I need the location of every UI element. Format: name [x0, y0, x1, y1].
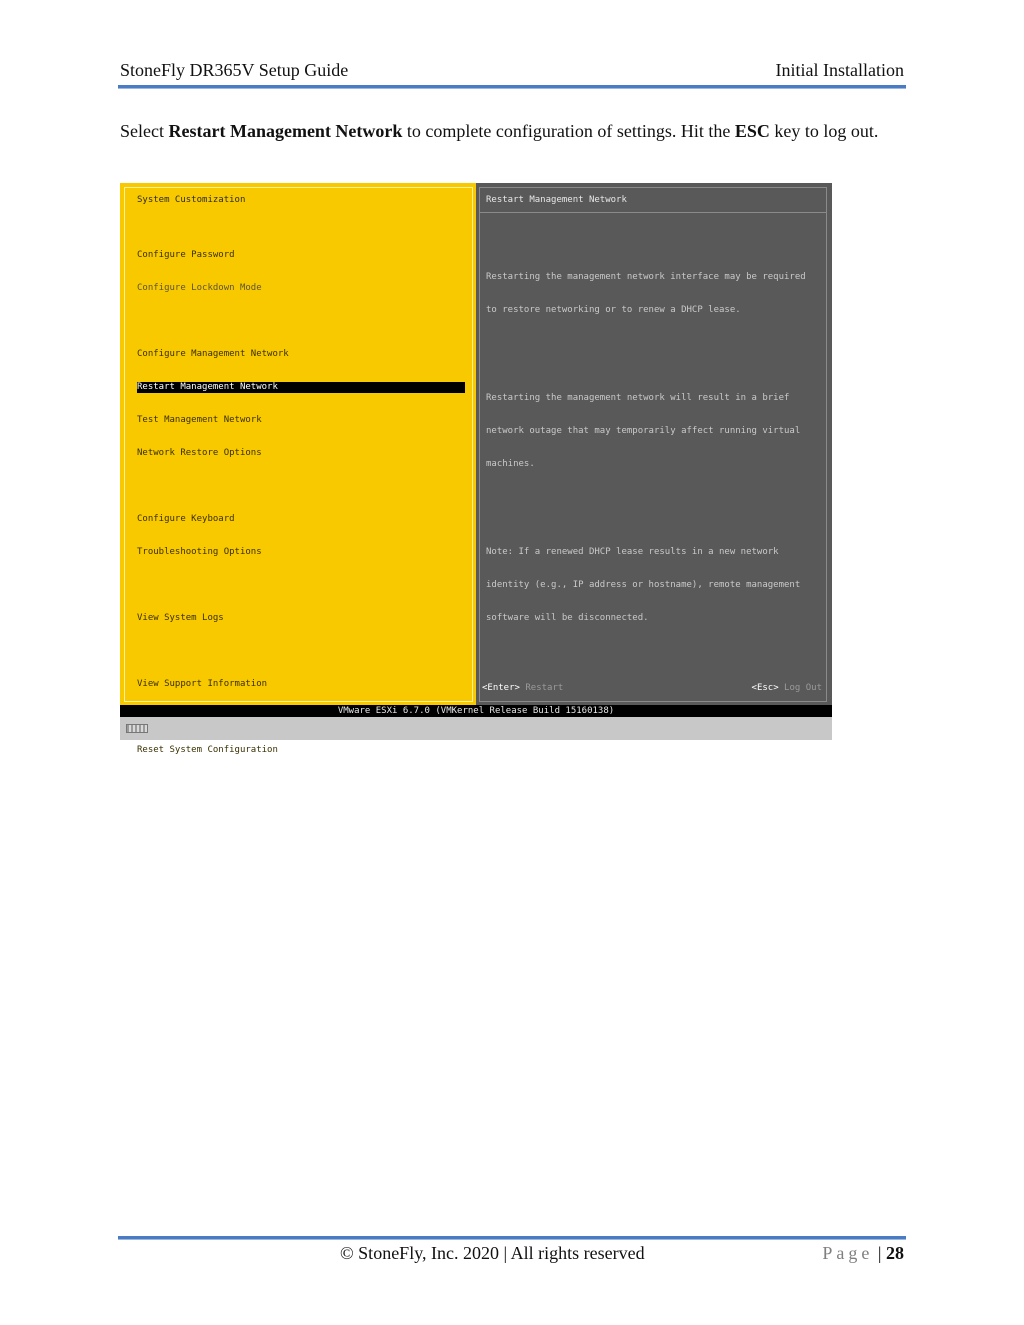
menu-item-restart-management-network[interactable]: Restart Management Network [137, 382, 465, 393]
intro-text-2: to complete configuration of settings. Hit the [402, 121, 735, 141]
dcui-left-title: System Customization [137, 195, 246, 205]
dcui-description [486, 228, 826, 679]
enter-restart-hint[interactable] [482, 683, 563, 694]
intro-text-1: Select [120, 121, 169, 141]
intro-bold-option: Restart Management Network [168, 121, 403, 141]
logout-action-label: Log Out [778, 683, 822, 693]
page-number: 28 [886, 1243, 904, 1263]
menu-item-configure-keyboard[interactable]: Configure Keyboard [137, 514, 235, 524]
menu-gap [137, 646, 465, 657]
esc-logout-hint[interactable] [752, 683, 822, 694]
page-separator: | [873, 1243, 886, 1263]
desc-line: Restarting the management network interface may be required [486, 272, 806, 282]
menu-gap [137, 481, 465, 492]
dcui-status-text: VMware ESXi 6.7.0 (VMKernel Release Build 15160138) [337, 706, 615, 716]
dcui-right-title-rule [479, 212, 827, 213]
menu-item-view-system-logs[interactable]: View System Logs [137, 613, 224, 623]
footer-copyright: © StoneFly, Inc. 2020 | All rights reserved [340, 1243, 645, 1263]
desc-line: machines. [486, 459, 535, 469]
keyboard-icon[interactable] [126, 724, 148, 733]
esc-key-label: <Esc> [751, 683, 779, 693]
footer-rule [118, 1236, 906, 1240]
dcui-screenshot [120, 183, 832, 755]
enter-key-label: <Enter> [482, 683, 520, 693]
menu-item-reset-system-configuration[interactable]: Reset System Configuration [137, 745, 278, 755]
console-toolbar [120, 717, 832, 740]
menu-item-test-management-network[interactable]: Test Management Network [137, 415, 262, 425]
menu-item-view-support-information[interactable]: View Support Information [137, 679, 268, 689]
page-header-right: Initial Installation [775, 60, 904, 80]
intro-paragraph [120, 118, 910, 145]
menu-item-network-restore-options[interactable]: Network Restore Options [137, 448, 262, 458]
page-header-left: StoneFly DR365V Setup Guide [120, 60, 349, 80]
menu-gap [137, 580, 465, 591]
desc-line: Note: If a renewed DHCP lease results in a new network [486, 547, 779, 557]
desc-line: network outage that may temporarily affect running virtual [486, 426, 801, 436]
desc-line: to restore networking or to renew a DHCP lease. [486, 305, 741, 315]
intro-bold-key: ESC [734, 121, 770, 141]
page-label: Page [822, 1243, 874, 1263]
desc-line: Restarting the management network will result in a brief [486, 393, 790, 403]
intro-text-3: key to log out. [769, 121, 879, 141]
desc-paragraph [486, 525, 826, 646]
header-rule [118, 85, 906, 89]
desc-paragraph [486, 250, 826, 338]
desc-paragraph [486, 371, 826, 492]
dcui-right-panel [476, 183, 832, 705]
menu-item-configure-management-network[interactable]: Configure Management Network [137, 349, 289, 359]
footer-page-info [822, 1243, 904, 1264]
menu-gap [137, 316, 465, 327]
menu-item-configure-lockdown[interactable]: Configure Lockdown Mode [137, 283, 262, 293]
restart-action-label: Restart [519, 683, 564, 693]
desc-line: software will be disconnected. [486, 613, 649, 623]
dcui-right-title: Restart Management Network [486, 195, 627, 205]
dcui-menu [137, 228, 465, 778]
menu-item-troubleshooting-options[interactable]: Troubleshooting Options [137, 547, 262, 557]
menu-item-configure-password[interactable]: Configure Password [137, 250, 235, 260]
dcui-status-bar [120, 705, 832, 717]
desc-line: identity (e.g., IP address or hostname), remote management [486, 580, 801, 590]
